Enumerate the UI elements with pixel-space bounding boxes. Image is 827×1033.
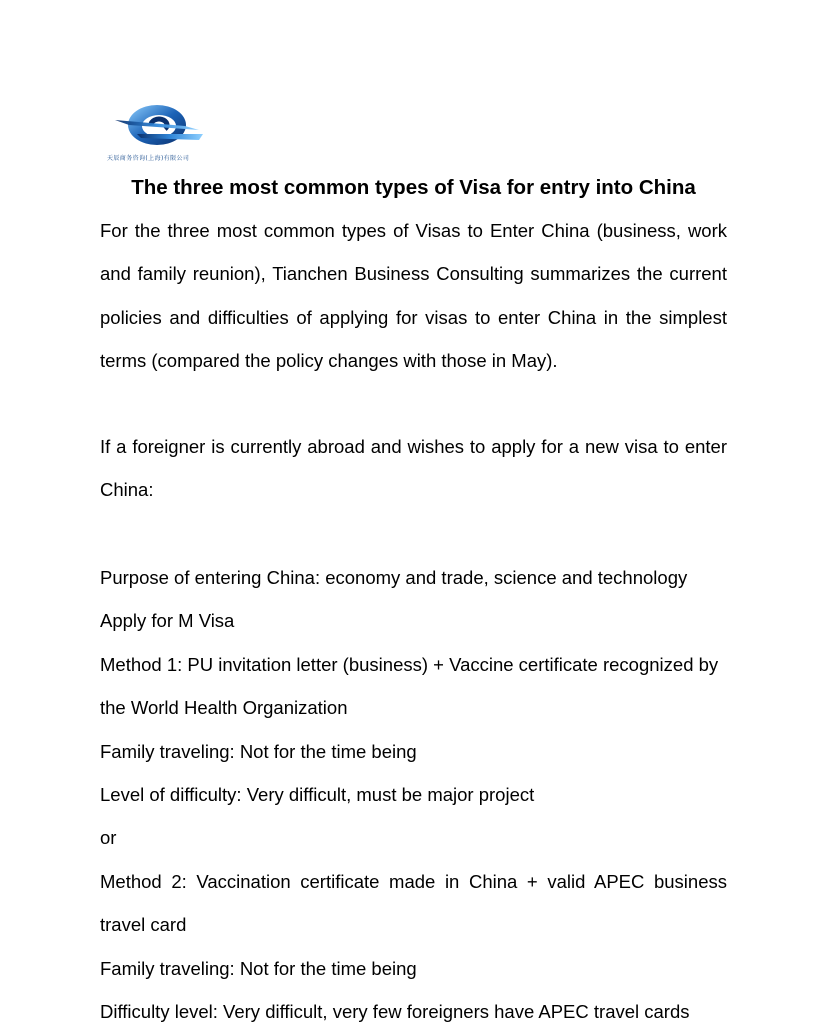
method1-line: Method 1: PU invitation letter (business) + Vaccine certificate recognized by the World Health Organization bbox=[100, 653, 719, 719]
purpose-line: Purpose of entering China: economy and trade, science and technology bbox=[100, 567, 688, 588]
or-line: or bbox=[100, 827, 117, 849]
method1-family-line: Family traveling: Not for the time being bbox=[100, 740, 417, 762]
visa-details bbox=[100, 556, 727, 1033]
method2-difficulty-line: Difficulty level: Very difficult, very few foreigners have APEC travel cards bbox=[100, 1001, 690, 1023]
method2-line: Method 2: Vaccination certificate made in China + valid APEC business travel card bbox=[100, 870, 727, 936]
abroad-note-paragraph: If a foreigner is currently abroad and wishes to apply for a new visa to enter China: bbox=[100, 436, 727, 501]
company-logo-icon bbox=[107, 98, 207, 164]
method1-difficulty-line: Level of difficulty: Very difficult, must be major project bbox=[100, 784, 535, 806]
document-title: The three most common types of Visa for entry into China bbox=[131, 176, 696, 199]
company-logo bbox=[107, 98, 207, 164]
apply-for-line: Apply for M Visa bbox=[100, 610, 235, 632]
logo-caption: 天辰商务咨询(上海)有限公司 bbox=[107, 155, 190, 162]
intro-paragraph: For the three most common types of Visas to Enter China (business, work and family reunion), Tianchen Business Consulting summarizes the current policies and difficulties of applying for visas to enter China in the simplest terms (compared the policy changes with those in May). bbox=[100, 220, 727, 372]
method2-family-line: Family traveling: Not for the time being bbox=[100, 957, 417, 979]
